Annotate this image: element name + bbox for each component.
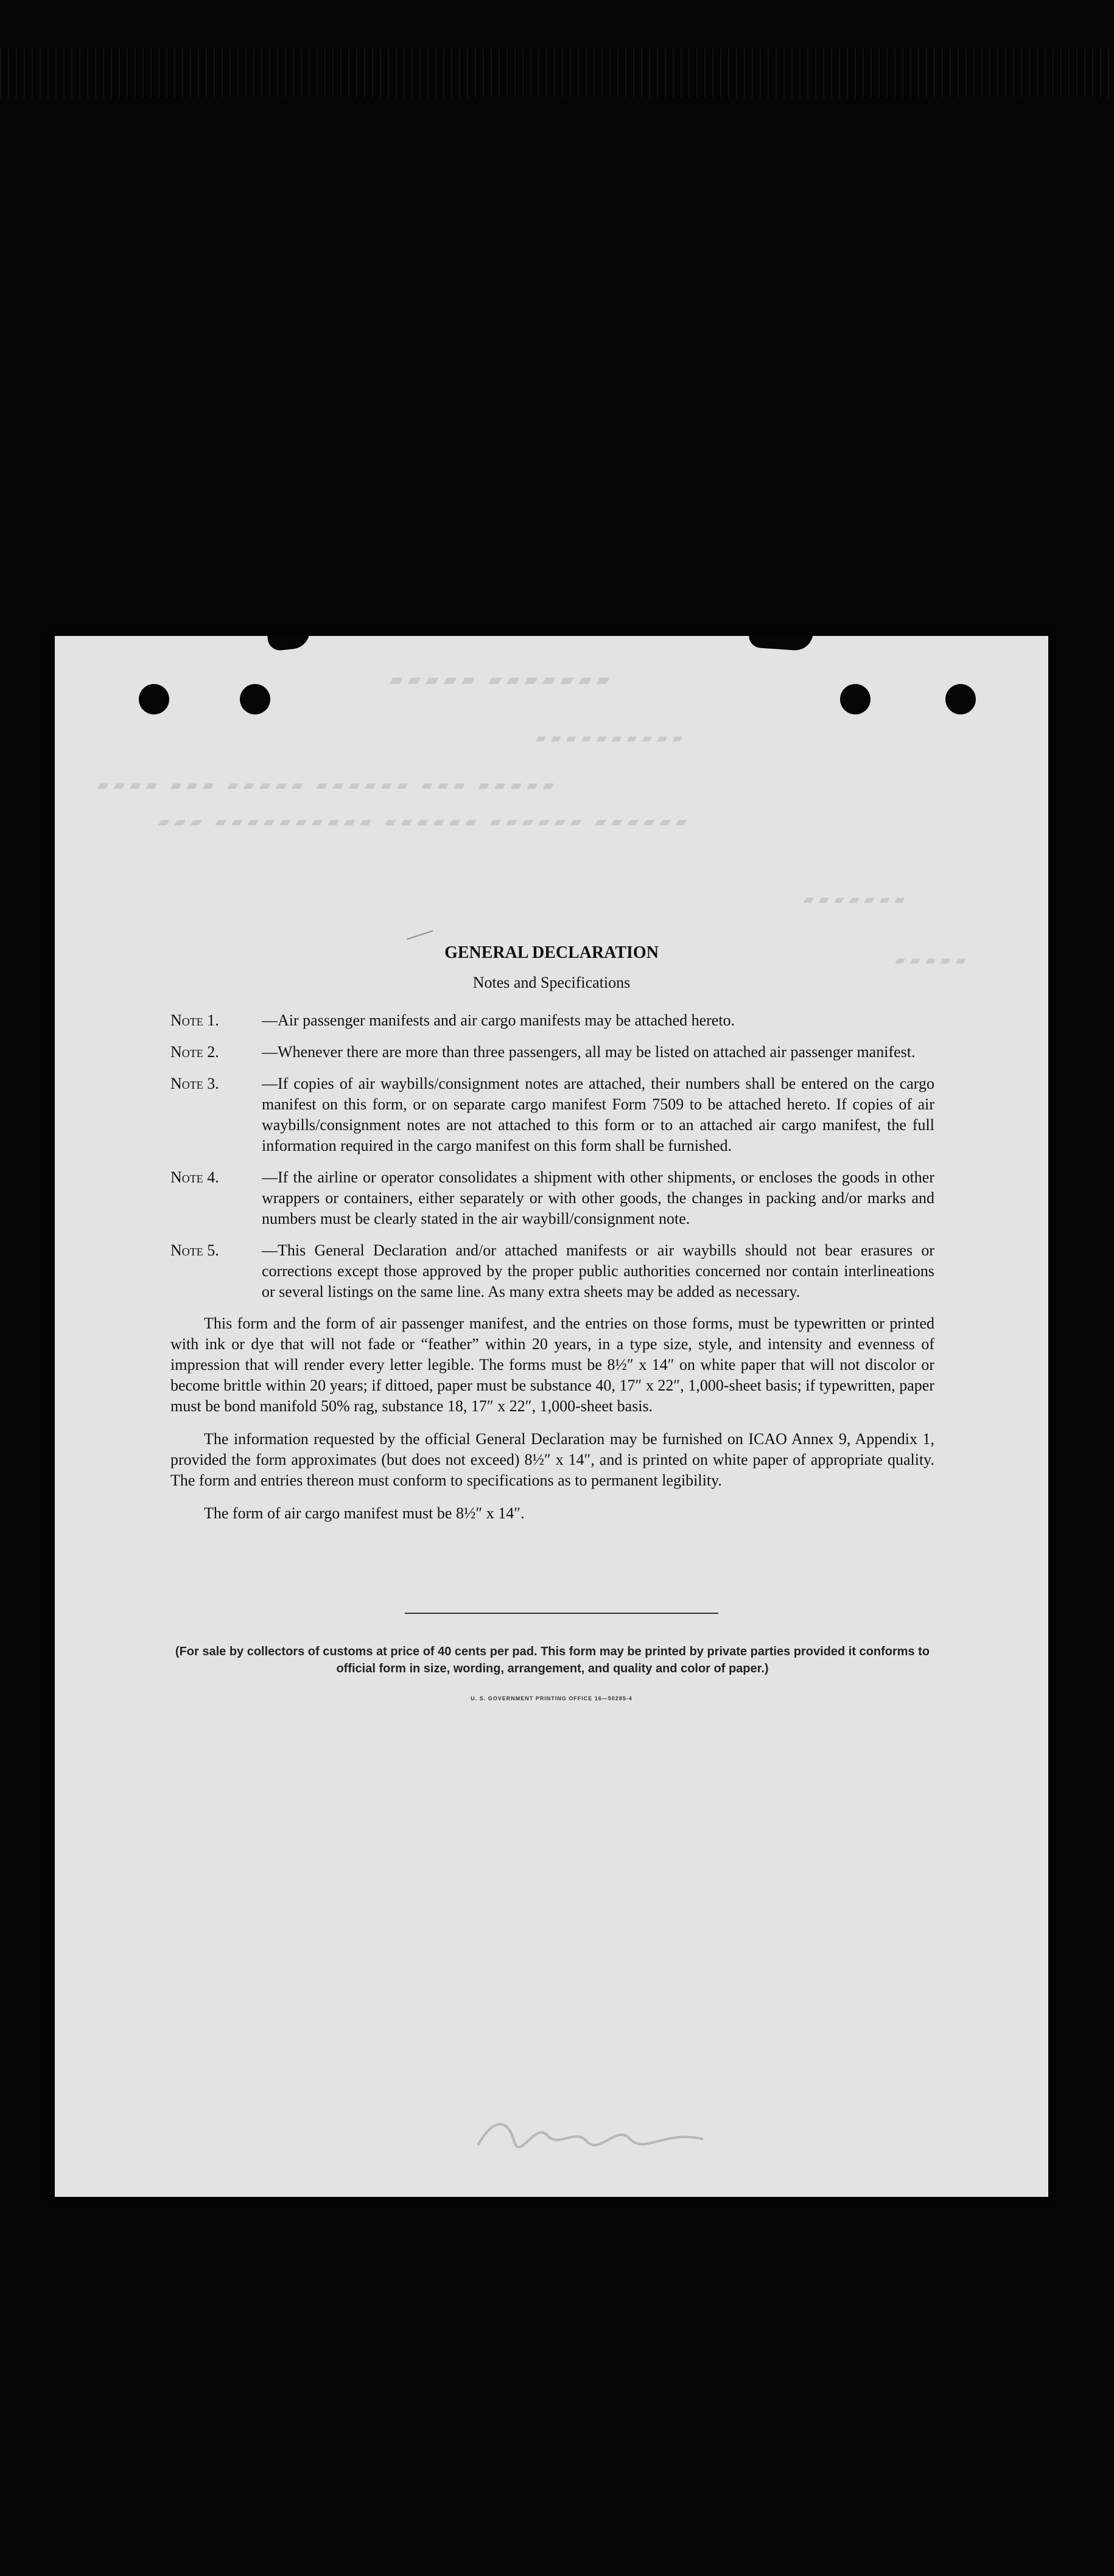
bleed-through-text: ▰▰▰▰ ▰▰▰ ▰▰▰▰▰ ▰▰▰▰▰▰ ▰▰▰ ▰▰▰▰▰ bbox=[97, 778, 559, 794]
note-label: Note 1. bbox=[170, 1011, 219, 1029]
bleed-through-text: ▰▰▰▰▰▰▰ bbox=[804, 892, 910, 907]
form-page bbox=[55, 636, 1048, 2197]
note-text: —If the airline or operator consolidates a shipment with other shipments, or encloses the goods in other wrappers or containers, either separately or with other goods, the changes in packing and/or marks and numbers must be clearly stated in the air waybill/consignment note. bbox=[262, 1168, 934, 1227]
note-text: —Whenever there are more than three passengers, all may be listed on attached air passenger manifest. bbox=[262, 1043, 916, 1061]
specification-paragraph: This form and the form of air passenger manifest, and the entries on those forms, must be typewritten or printed with ink or dye that will not fade or “feather” within 20 years, in a type size, style, and intensity and evenness of impression that will render every letter legible. The forms must be 8½″ x 14″ on white paper that will not discolor or become brittle within 20 years; if dittoed, paper must be substance 40, 17″ x 22″, 1,000-sheet basis; if typewritten, paper must be bond manifold 50% rag, substance 18, 17″ x 22″, 1,000-sheet basis. bbox=[170, 1314, 934, 1415]
divider-line bbox=[405, 1613, 718, 1614]
sale-notice: (For sale by collectors of customs at price of 40 cents per pad. This form may be printed by private parties provided it conforms to official form in size, wording, arrangement, and quality and color of paper.) bbox=[175, 1645, 930, 1675]
punch-hole bbox=[945, 684, 976, 714]
bleed-through-text: ▰▰▰▰▰ ▰▰▰▰▰▰▰ bbox=[390, 671, 615, 689]
bleed-through-text: ▰▰▰ ▰▰▰▰▰▰▰▰▰▰ ▰▰▰▰▰▰ ▰▰▰▰▰▰ ▰▰▰▰▰▰ bbox=[158, 814, 692, 830]
notes-section bbox=[170, 1010, 934, 1536]
note-5 bbox=[170, 1240, 934, 1302]
note-2 bbox=[170, 1042, 934, 1063]
note-text: —Air passenger manifests and air cargo manifests may be attached hereto. bbox=[262, 1011, 735, 1029]
note-label: Note 3. bbox=[170, 1075, 219, 1092]
note-label: Note 2. bbox=[170, 1043, 219, 1061]
note-label: Note 4. bbox=[170, 1168, 219, 1186]
specification-paragraph: The information requested by the official General Declaration may be furnished on ICAO Annex 9, Appendix 1, provided the form approximates (but does not exceed) 8½″ x 14″, and is printed on white paper of appropriate quality. The form and entries thereon must conform to specifications as to permanent legibility. bbox=[170, 1430, 934, 1489]
printer-line: U. S. GOVERNMENT PRINTING OFFICE 16—50285-4 bbox=[471, 1695, 632, 1702]
note-text: —If copies of air waybills/consignment notes are attached, their numbers shall be entered on the cargo manifest on this form, or on separate cargo manifest Form 7509 to be attached hereto. If copies of air waybills/consignment notes are not attached to this form or to an attached air cargo manifest, the full information required in the cargo manifest on this form shall be furnished. bbox=[262, 1075, 934, 1154]
paper-tear-right bbox=[748, 636, 813, 652]
bleed-through-text: ▰▰▰▰▰ bbox=[895, 952, 971, 968]
punch-hole bbox=[139, 684, 169, 714]
form-subtitle: Notes and Specifications bbox=[472, 974, 631, 991]
note-3 bbox=[170, 1073, 934, 1156]
paper-tear-left bbox=[267, 636, 311, 652]
specification-paragraph: The form of air cargo manifest must be 8½″ x 14″. bbox=[204, 1504, 525, 1522]
note-label: Note 5. bbox=[170, 1241, 219, 1259]
scan-border-noise bbox=[0, 49, 1114, 97]
bleed-through-signature bbox=[475, 2112, 706, 2166]
form-title: GENERAL DECLARATION bbox=[444, 943, 659, 962]
note-1 bbox=[170, 1010, 934, 1031]
bleed-through-text: ▰▰▰▰▰▰▰▰▰▰ bbox=[536, 730, 688, 745]
note-4 bbox=[170, 1167, 934, 1229]
note-text: —This General Declaration and/or attached manifests or air waybills should not bear erasures or corrections except those approved by the proper public authorities concerned nor contain interlineations or several listings on the same line. As many extra sheets may be added as necessary. bbox=[262, 1241, 934, 1300]
punch-hole bbox=[240, 684, 270, 714]
punch-hole bbox=[840, 684, 871, 714]
